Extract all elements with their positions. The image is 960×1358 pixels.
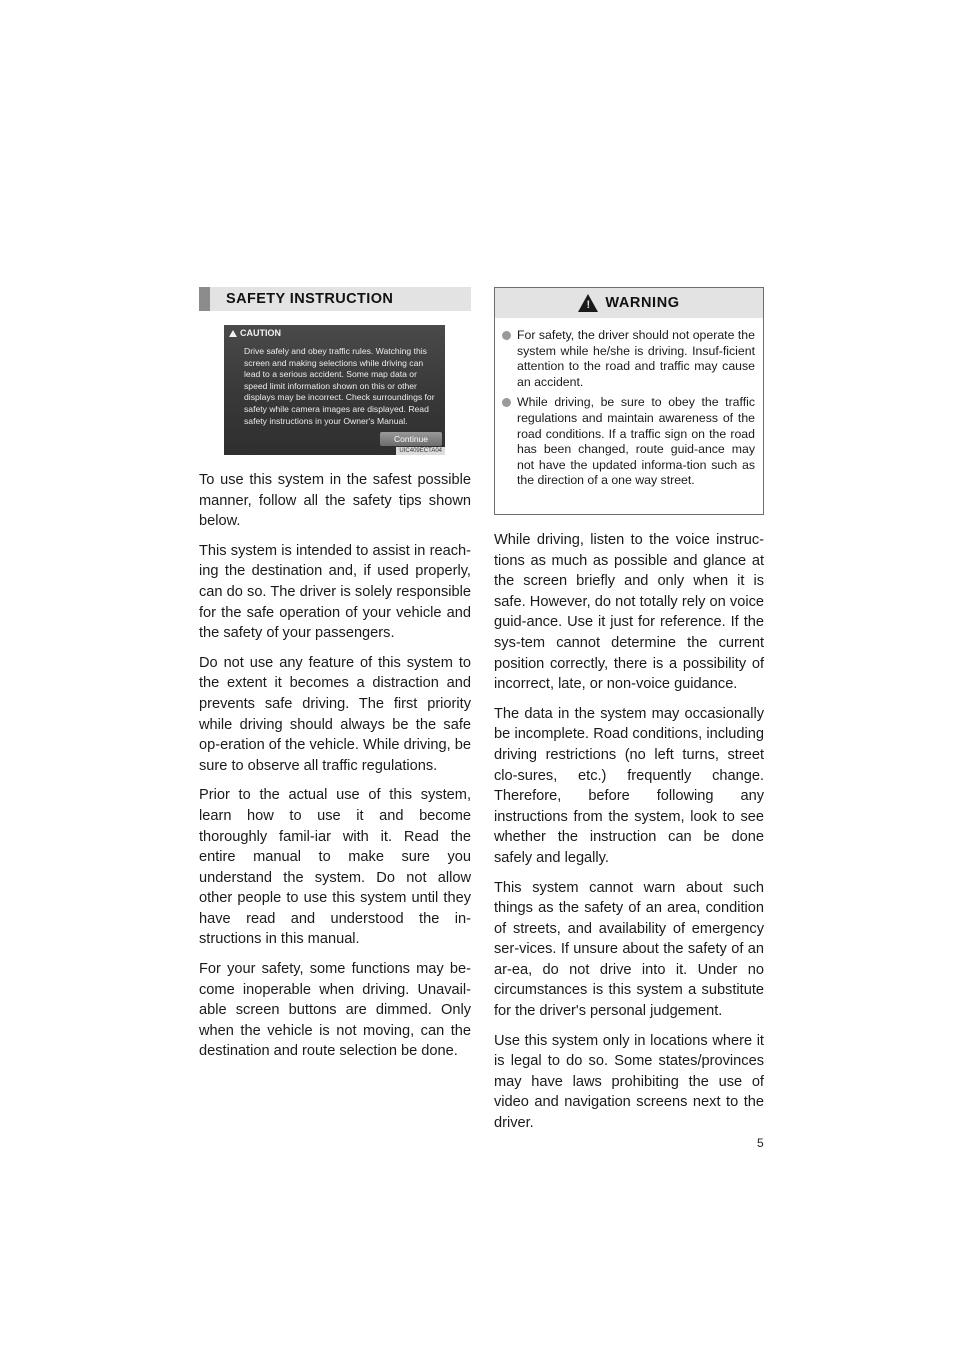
warning-item xyxy=(502,328,755,390)
right-column xyxy=(494,287,764,1143)
paragraph: This system is intended to assist in reach-ing the destination and, if used properly, can do so. The driver is solely responsible for the safe operation of your vehicle and the safety of your passengers. xyxy=(199,542,471,642)
caution-heading xyxy=(229,328,281,338)
paragraph: This system cannot warn about such things as the safety of an area, condition of streets, and availability of emergency ser-vices. If unsure about the safety of an ar-ea, do not drive into it. Under no circumstances is this system a substitute for the driver's personal judgement. xyxy=(494,879,764,1020)
warning-box xyxy=(494,287,764,515)
paragraph: Use this system only in locations where it is legal to do so. Some states/provinces may have laws prohibiting the use of video and navigation screens next to the driver. xyxy=(494,1032,764,1132)
section-header xyxy=(199,287,471,311)
paragraph: The data in the system may occasionally be incomplete. Road conditions, including driving restrictions (no left turns, street clo-sures, etc.) frequently change. Therefore, before following any instructions from the system, look to see whether the instruction can be done safely and legally. xyxy=(494,705,764,866)
caution-icon xyxy=(229,330,237,337)
warning-title: WARNING xyxy=(605,295,680,311)
paragraph: Prior to the actual use of this system, learn how to use it and become thoroughly famil-iar with it. Read the entire manual to make sure you understand the system. Do not allow other people to use this system until they have read and understood the in-structions in this manual. xyxy=(199,787,471,948)
image-code: UIC409ECTA04 xyxy=(396,447,445,455)
continue-button: Continue xyxy=(380,432,442,446)
warning-icon: ! xyxy=(578,294,598,312)
section-marker xyxy=(199,287,210,311)
caution-screen-image xyxy=(224,325,445,455)
paragraph: Do not use any feature of this system to the extent it becomes a distraction and prevents safe driving. The first priority while driving should always be the safe op-eration of the vehicle. While driving, be sure to observe all traffic regulations. xyxy=(199,654,471,774)
bullet-icon xyxy=(502,398,511,407)
warning-items xyxy=(495,318,763,489)
warning-header xyxy=(495,288,763,318)
section-title: SAFETY INSTRUCTION xyxy=(226,291,394,307)
paragraph: While driving, listen to the voice instruc-tions as much as possible and glance at the screen briefly and only when it is safe. However, do not totally rely on voice guid-ance. Use it just for reference. If the sys-tem cannot determine the current position correctly, there is a possibility of incorrect, late, or non-voice guidance. xyxy=(494,532,764,693)
paragraph: For your safety, some functions may be-come inoperable when driving. Unavail-able screen buttons are dimmed. Only when the vehicle is not moving, can the destination and route selection be done. xyxy=(199,961,471,1060)
caution-heading-text: CAUTION xyxy=(240,328,281,338)
paragraph: To use this system in the safest possible manner, follow all the safety tips shown below. xyxy=(199,472,471,530)
left-paragraphs xyxy=(199,470,471,1062)
warning-item-text: While driving, be sure to obey the traffic regulations and maintain awareness of the road conditions. If a traffic sign on the road has been changed, route guid-ance may not have the updated informa-tion such as the direction of a one way street. xyxy=(517,395,755,488)
right-paragraphs xyxy=(494,530,764,1134)
caution-message: Drive safely and obey traffic rules. Watching this screen and making selections while driving can lead to a serious accident. Some map data or speed limit information shown on this or other displays may be incorrect. Check surroundings for safety while camera images are displayed. Read safety instructions in your Owner's Manual. xyxy=(244,346,435,426)
page-number: 5 xyxy=(757,1136,764,1150)
warning-item-text: For safety, the driver should not operate the system while he/she is driving. Insuf-ficient attention to the road and traffic may cause an accident. xyxy=(517,328,755,389)
left-column xyxy=(199,287,471,1071)
warning-item xyxy=(502,395,755,489)
bullet-icon xyxy=(502,331,511,340)
